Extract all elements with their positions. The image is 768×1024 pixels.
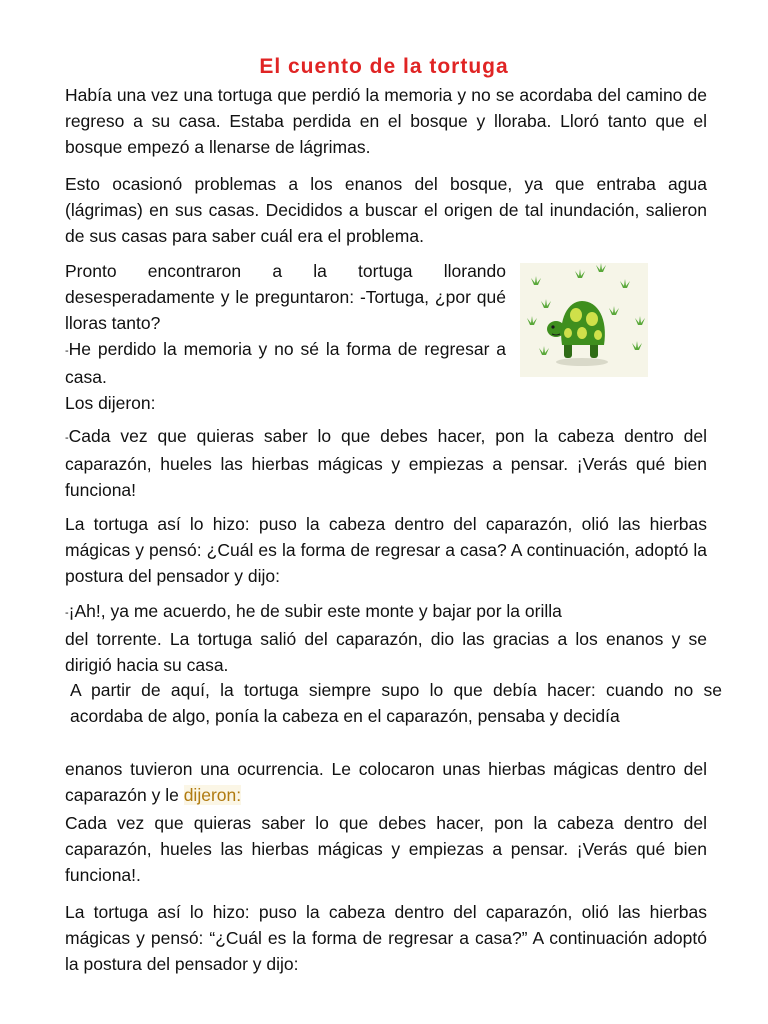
occurrence-text: enanos tuvieron una ocurrencia. Le colocaron unas hierbas mágicas dentro del caparazón y le: [65, 759, 707, 805]
paragraph-occurrence: [65, 756, 707, 808]
paragraph-thinking: La tortuga así lo hizo: puso la cabeza dentro del caparazón, olió las hierbas mágicas y pensó: ¿Cuál es la forma de regresar a casa? A continuación, adoptó la postura del pensador y dijo:: [65, 514, 707, 586]
page-title: El cuento de la tortuga: [259, 55, 509, 78]
dialogue-text: He perdido la memoria y no sé la forma de regresar a casa.: [65, 339, 506, 387]
highlighted-word: dijeron:: [183, 785, 242, 805]
paragraph-intro: Había una vez una tortuga que perdió la memoria y no se acordaba del camino de regreso a su casa. Estaba perdida en el bosque y lloraba. Lloró tanto que el bosque empezó a llenarse de lágrimas.: [65, 85, 707, 157]
paragraph-enanos: Esto ocasionó problemas a los enanos del bosque, ya que entraba agua (lágrimas) en sus casas. Decididos a buscar el origen de tal inundación, salieron de sus casas para saber cuál era el problema.: [65, 174, 707, 246]
paragraph-lost-memory: [65, 336, 506, 390]
dialogue-dash: -: [65, 345, 69, 357]
paragraph-from-then-on: A partir de aquí, la tortuga siempre supo lo que debía hacer: cuando no se acordaba de algo, ponía la cabeza en el caparazón, pensaba y decidía: [70, 680, 722, 726]
paragraph-remember-line1: [65, 598, 707, 626]
dialogue-dash: -: [65, 432, 69, 444]
paragraph-they-said: Los dijeron:: [65, 393, 156, 413]
paragraph-remember-rest: del torrente. La tortuga salió del caparazón, dio las gracias a los enanos y se dirigió hacia su casa.: [65, 629, 707, 675]
dialogue-dash: -: [65, 607, 69, 619]
turtle-icon: [520, 263, 648, 377]
paragraph-remember: [65, 598, 707, 678]
dialogue-text: Cada vez que quieras saber lo que debes hacer, pon la cabeza dentro del caparazón, hueles las hierbas mágicas y empiezas a pensar. ¡Verás qué bien funciona!: [65, 426, 707, 500]
turtle-illustration: [520, 263, 648, 377]
paragraph-advice: [65, 423, 707, 503]
paragraph-thinking-repeat: La tortuga así lo hizo: puso la cabeza dentro del caparazón, olió las hierbas mágicas y pensó: “¿Cuál es la forma de regresar a casa?” A continuación adoptó la postura del pensador y dijo:: [65, 902, 707, 974]
paragraph-advice-repeat: Cada vez que quieras saber lo que debes hacer, pon la cabeza dentro del caparazón, hueles las hierbas mágicas y empiezas a pensar. ¡Verás qué bien funciona!.: [65, 813, 707, 885]
dialogue-text: ¡Ah!, ya me acuerdo, he de subir este monte y bajar por la orilla: [68, 601, 562, 621]
paragraph-encounter: Pronto encontraron a la tortuga llorando desesperadamente y le preguntaron: -Tortuga, ¿por qué lloras tanto?: [65, 261, 506, 333]
